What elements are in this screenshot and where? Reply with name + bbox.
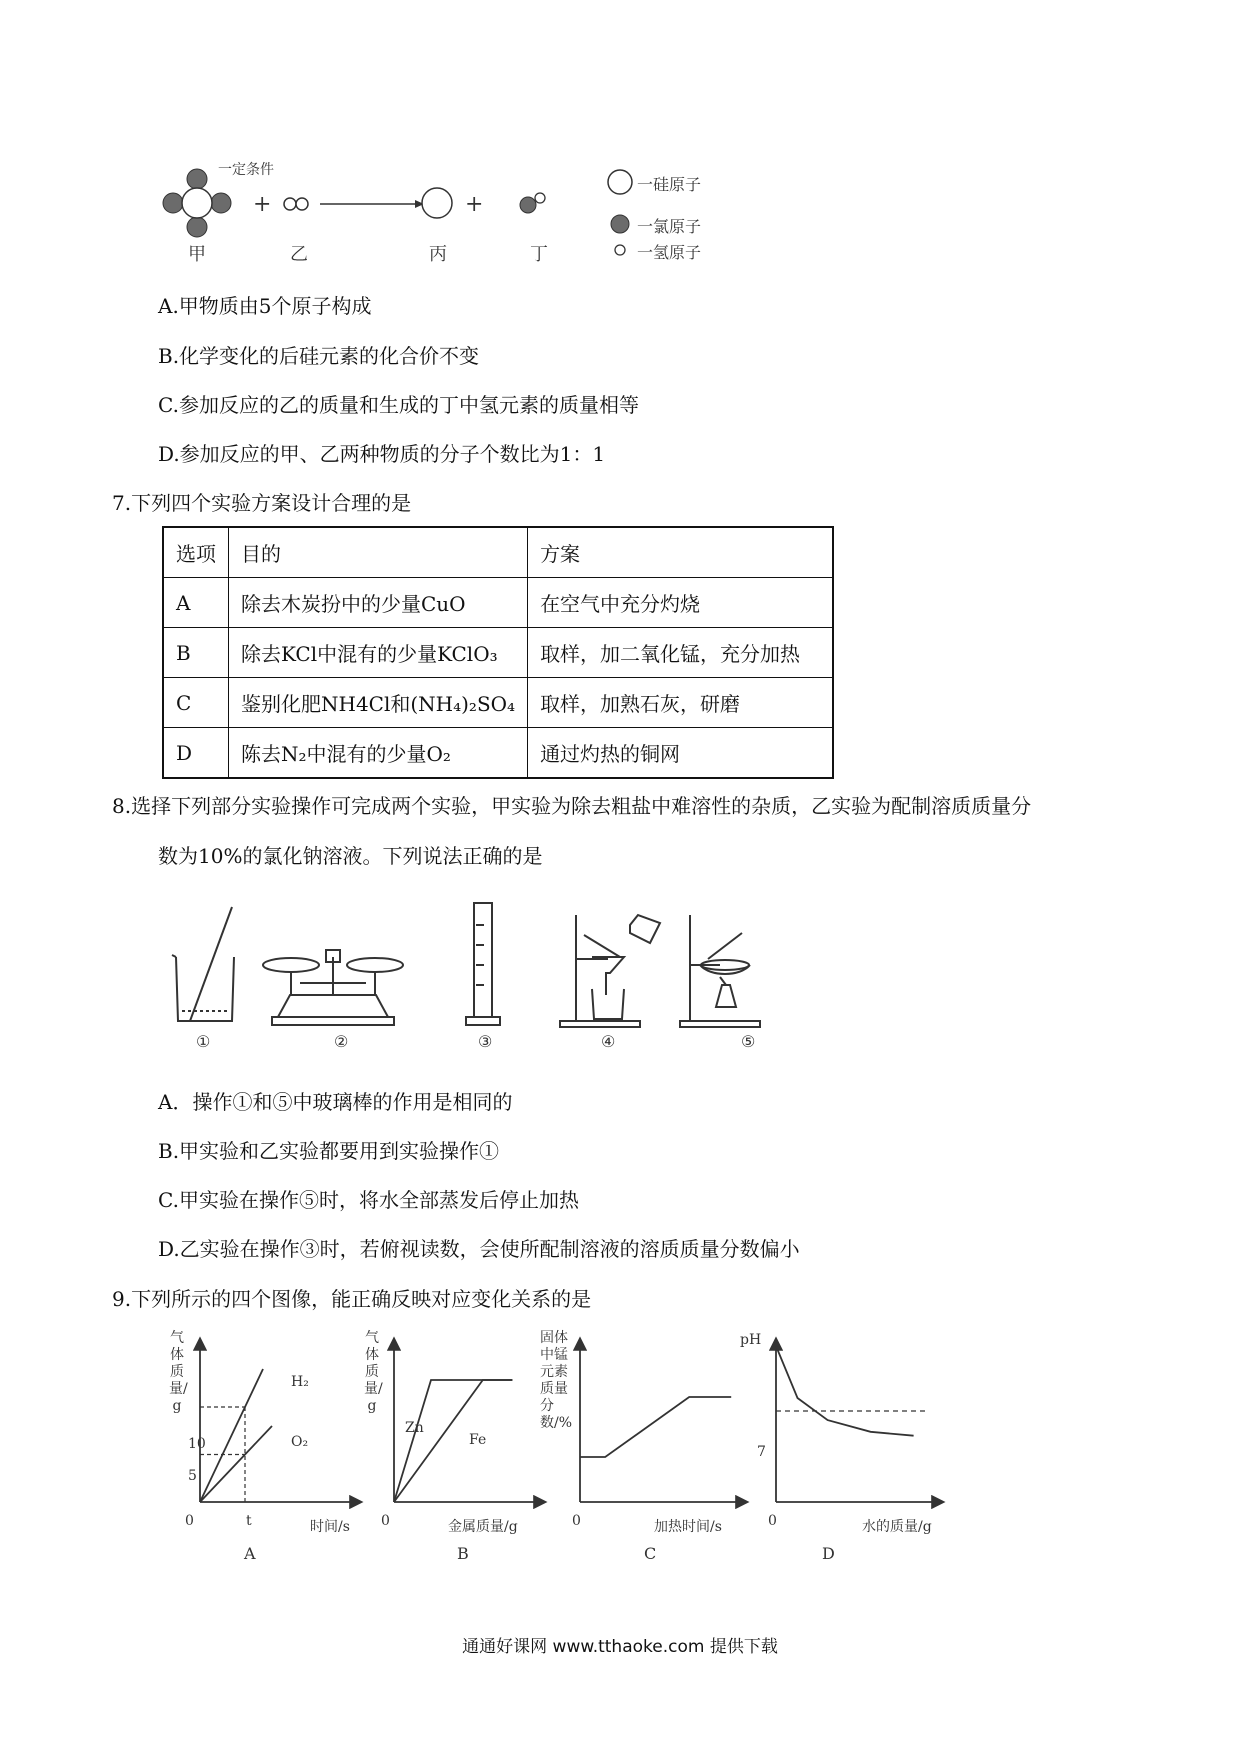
chart-b-series-fe: Fe [469,1432,487,1448]
q8-option-a: A．操作①和⑤中玻璃棒的作用是相同的 [158,1090,513,1114]
table-header-row [163,527,833,578]
chart-d-xlabel: 水的质量/g [862,1519,932,1535]
chart-c-series-line-0 [580,1397,731,1457]
molecule-jia [163,169,231,237]
chart-a-panel-label: A [244,1544,256,1563]
chart-a-origin: 0 [185,1513,194,1529]
chart-d [762,1330,952,1530]
chart-d-origin: 0 [768,1513,777,1529]
plus-sign-2: + [465,192,484,217]
legend-h-text: 一氢原子 [637,243,702,262]
chart-b-origin: 0 [381,1513,390,1529]
legend-si-icon [608,170,632,194]
chart-a-series-line-1 [200,1426,272,1502]
chart-a-xlabel: 时间/s [310,1519,350,1535]
header-option: 选项 [163,527,229,578]
chart-a-ylabel: 气体质量/g [169,1330,188,1414]
label-bing: 丙 [429,244,447,265]
apparatus-filtration [560,915,660,1027]
apparatus-dissolve [172,907,234,1021]
chart-c-panel-label: C [644,1544,657,1563]
chart-c-xlabel: 加热时间/s [654,1519,722,1535]
chart-a-ytick-10: 10 [188,1436,206,1452]
chart-b-series-line-0 [394,1380,512,1502]
chart-a [180,1330,370,1530]
apparatus-figure [160,895,820,1035]
chart-d-panel-label: D [822,1544,835,1563]
apparatus-label-1: ① [196,1032,211,1051]
header-purpose: 目的 [229,527,528,578]
q8-option-d: D.乙实验在操作③时，若俯视读数，会使所配制溶液的溶质质量分数偏小 [158,1237,800,1261]
cell-option: C [163,678,229,728]
q8-stem-line1: 8.选择下列部分实验操作可完成两个实验，甲实验为除去粗盐中难溶性的杂质，乙实验为配制溶质质量分 [112,794,1032,818]
legend-h-icon [615,245,625,255]
cell-option: A [163,578,229,628]
table-row [163,678,833,728]
q8-stem-line2: 数为10%的氯化钠溶液。下列说法正确的是 [158,844,543,868]
table-row [163,578,833,628]
chart-d-series-line-0 [776,1346,914,1436]
chart-c-ylabel: 固体中锰元素质量分数/% [540,1330,573,1431]
chart-b-panel-label: B [457,1544,469,1563]
cell-purpose: 陈去N₂中混有的少量O₂ [229,728,528,779]
reaction-condition: 一定条件 [218,162,274,178]
q6-option-a: A.甲物质由5个原子构成 [158,294,372,318]
apparatus-label-3: ③ [478,1032,493,1051]
q7-table [162,526,834,779]
table-row [163,628,833,678]
chart-c-origin: 0 [572,1513,581,1529]
cell-plan: 取样，加熟石灰，研磨 [528,678,834,728]
q6-option-d: D.参加反应的甲、乙两种物质的分子个数比为1：1 [158,442,606,466]
chart-a-series-o2: O₂ [291,1434,309,1450]
q9-stem: 9.下列所示的四个图像，能正确反映对应变化关系的是 [112,1287,592,1311]
q8-option-c: C.甲实验在操作⑤时，将水全部蒸发后停止加热 [158,1188,579,1212]
chart-b-series-zn: Zn [405,1420,424,1436]
apparatus-label-5: ⑤ [741,1032,756,1051]
apparatus-label-2: ② [334,1032,349,1051]
apparatus-balance [263,950,403,1025]
molecule-bing [422,188,452,218]
q6-option-c: C.参加反应的乙的质量和生成的丁中氢元素的质量相等 [158,393,639,417]
table-row [163,728,833,779]
q8-option-b: B.甲实验和乙实验都要用到实验操作① [158,1139,500,1163]
molecule-yi [284,198,308,210]
chart-b-xlabel: 金属质量/g [448,1519,518,1535]
legend-cl-text: 一氯原子 [637,217,702,236]
chart-a-series-line-0 [200,1369,263,1502]
apparatus-cylinder [466,903,500,1025]
q7-stem: 7.下列四个实验方案设计合理的是 [112,491,412,515]
q6-option-b: B.化学变化的后硅元素的化合价不变 [158,344,480,368]
cell-purpose: 除去KCl中混有的少量KClO₃ [229,628,528,678]
chart-d-ylabel: pH [740,1332,762,1348]
chart-d-ytick-7: 7 [757,1444,766,1460]
cell-plan: 通过灼热的铜网 [528,728,834,779]
chart-a-series-h2: H₂ [291,1374,309,1390]
chart-b [374,1330,554,1530]
chart-c [566,1330,756,1530]
cell-option: D [163,728,229,779]
legend-cl-icon [611,215,629,233]
apparatus-label-4: ④ [601,1032,616,1051]
cell-purpose: 鉴别化肥NH4Cl和(NH₄)₂SO₄ [229,678,528,728]
chart-a-ytick-5: 5 [188,1468,197,1484]
apparatus-evaporation [680,915,760,1027]
chart-a-xtick: t [246,1513,252,1529]
cell-option: B [163,628,229,678]
legend-si-text: 一硅原子 [637,175,702,194]
page-footer: 通通好课网 www.tthaoke.com 提供下载 [462,1637,778,1657]
cell-purpose: 除去木炭扮中的少量CuO [229,578,528,628]
cell-plan: 取样，加二氧化锰，充分加热 [528,628,834,678]
label-jia: 甲 [188,244,206,265]
label-ding: 丁 [530,244,548,265]
chart-b-ylabel: 气体质量/g [364,1330,383,1414]
label-yi: 乙 [290,244,308,265]
cell-plan: 在空气中充分灼烧 [528,578,834,628]
molecule-ding [520,193,545,213]
header-plan: 方案 [528,527,834,578]
plus-sign-1: + [253,192,272,217]
